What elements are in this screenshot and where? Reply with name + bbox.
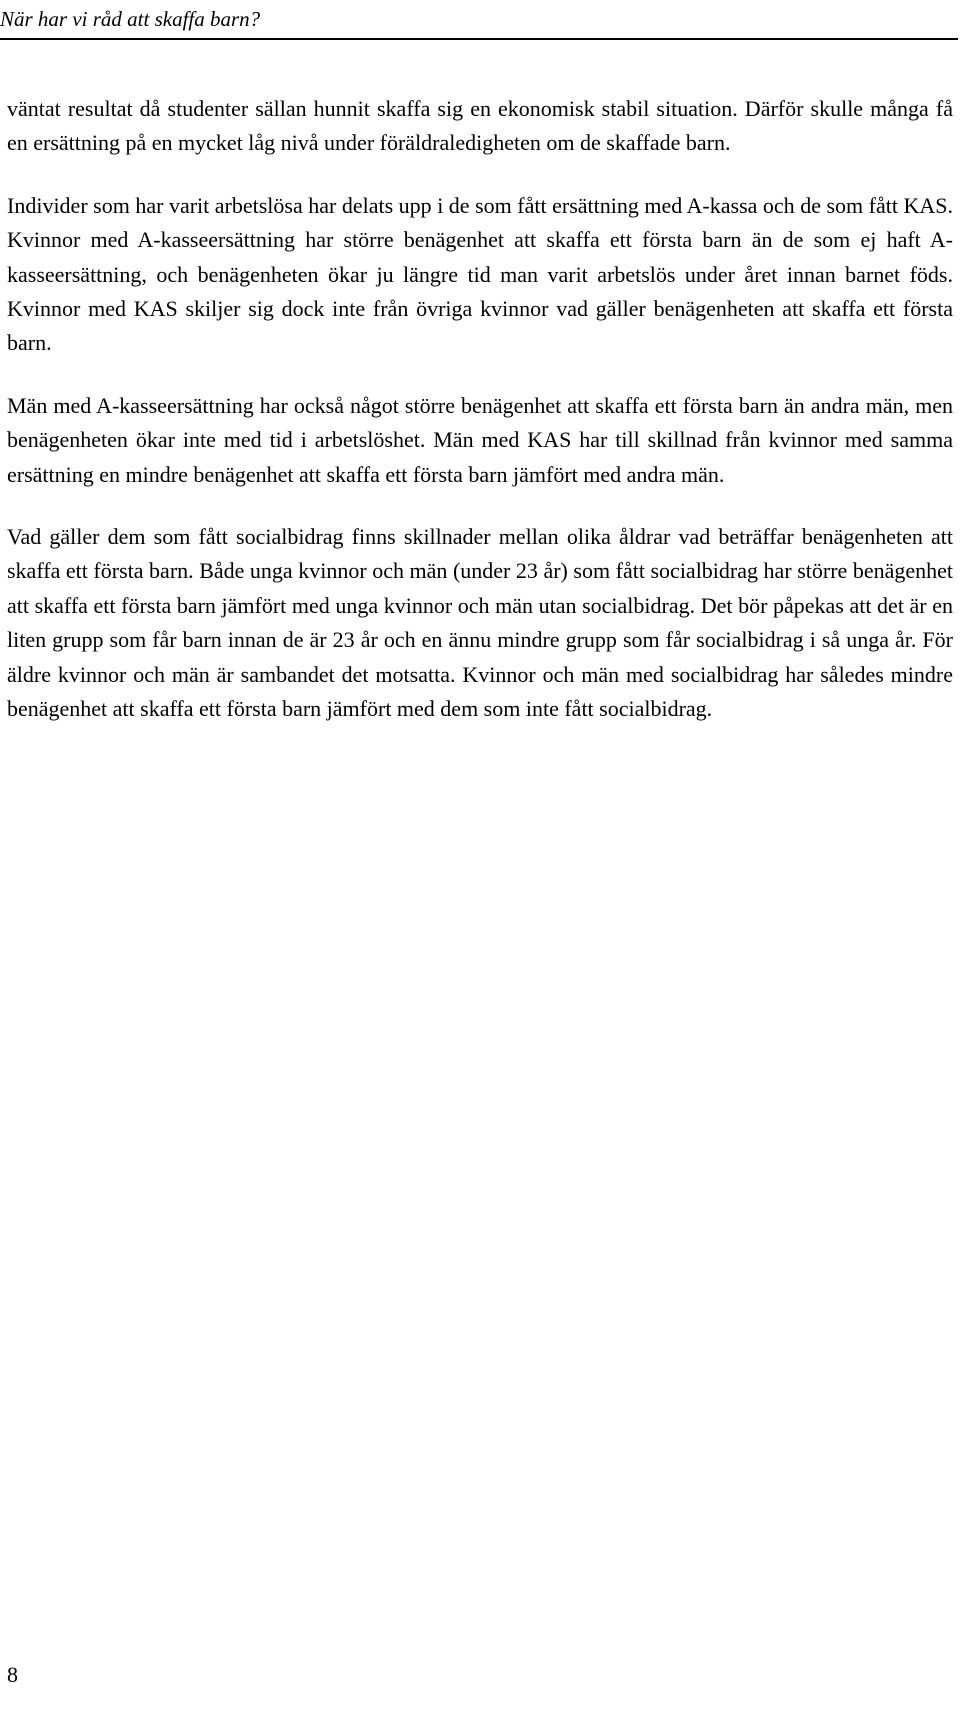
paragraph-1: väntat resultat då studenter sällan hunnit skaffa sig en ekonomisk stabil situation. Därför skulle många få en ersättning på en mycket låg nivå under föräldraledigheten om de skaffade barn. — [7, 96, 953, 156]
header-title: När har vi råd att skaffa barn? — [0, 7, 261, 31]
running-header — [0, 0, 958, 40]
paragraph-2: Individer som har varit arbetslösa har delats upp i de som fått ersättning med A-kassa och de som fått KAS. Kvinnor med A-kasseersättning har större benägenhet att skaffa ett första barn än de som ej haft A-kasseersättning, och benägenheten ökar ju längre tid man varit arbetslös under året innan barnet föds. Kvinnor med KAS skiljer sig dock inte från övriga kvinnor vad gäller benägenheten att skaffa ett första barn. — [7, 192, 953, 356]
paragraph-4: Vad gäller dem som fått socialbidrag finns skillnader mellan olika åldrar vad beträffar benägenheten att skaffa ett första barn. Både unga kvinnor och män (under 23 år) som fått socialbidrag har större benägenhet att skaffa ett första barn jämfört med unga kvinnor och män utan socialbidrag. Det bör påpekas att det är en liten grupp som får barn innan de är 23 år och en ännu mindre grupp som får socialbidrag i så unga år. För äldre kvinnor och män är sambandet det motsatta. Kvinnor och män med socialbidrag har således mindre benägenhet att skaffa ett första barn jämfört med dem som inte fått socialbidrag. — [7, 524, 953, 722]
body-text — [7, 92, 953, 755]
page-number: 8 — [7, 1662, 18, 1687]
paragraph-3: Män med A-kasseersättning har också något större benägenhet att skaffa ett första barn än andra män, men benägenheten ökar inte med tid i arbetslöshet. Män med KAS har till skillnad från kvinnor med samma ersättning en mindre benägenhet att skaffa ett första barn jämfört med andra män. — [7, 392, 953, 487]
